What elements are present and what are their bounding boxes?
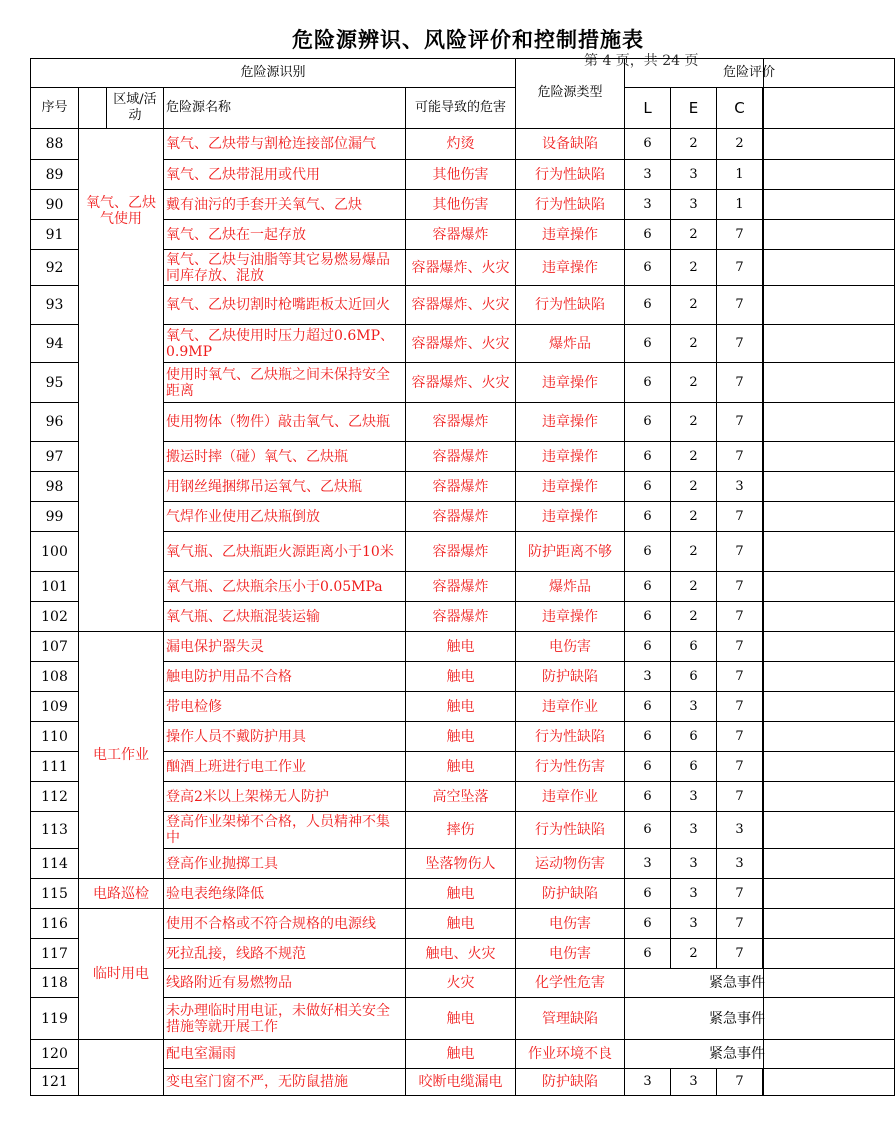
L-cell: 6 bbox=[625, 812, 671, 849]
hazard-type-cell: 行为性缺陷 bbox=[516, 812, 625, 849]
hazard-name-cell: 线路附近有易燃物品 bbox=[164, 969, 406, 998]
hazard-name-cell: 使用不合格或不符合规格的电源线 bbox=[164, 909, 406, 939]
extra-cell bbox=[763, 1069, 895, 1096]
harm-cell: 触电 bbox=[406, 879, 516, 909]
hazard-name-cell: 使用时氧气、乙炔瓶之间未保持安全距离 bbox=[164, 363, 406, 403]
hazard-type-cell: 违章操作 bbox=[516, 220, 625, 250]
extra-cell bbox=[763, 662, 895, 692]
hazard-name-cell: 死拉乱接，线路不规范 bbox=[164, 939, 406, 969]
harm-cell: 容器爆炸 bbox=[406, 532, 516, 572]
seq-cell: 117 bbox=[31, 939, 79, 969]
hazard-type-cell: 防护缺陷 bbox=[516, 879, 625, 909]
hazard-table-container bbox=[30, 58, 776, 1096]
E-cell: 2 bbox=[671, 572, 717, 602]
extra-cell bbox=[763, 472, 895, 502]
seq-cell: 90 bbox=[31, 190, 79, 220]
seq-cell: 92 bbox=[31, 250, 79, 286]
header-area: 区域/活动 bbox=[107, 88, 164, 129]
L-cell: 6 bbox=[625, 220, 671, 250]
harm-cell: 容器爆炸 bbox=[406, 572, 516, 602]
L-cell: 6 bbox=[625, 782, 671, 812]
L-cell: 3 bbox=[625, 190, 671, 220]
C-cell: 7 bbox=[717, 532, 763, 572]
extra-cell bbox=[763, 572, 895, 602]
L-cell: 6 bbox=[625, 363, 671, 403]
seq-cell: 88 bbox=[31, 129, 79, 160]
hazard-name-cell: 氧气、乙炔切割时枪嘴距板太近回火 bbox=[164, 286, 406, 325]
seq-cell: 119 bbox=[31, 998, 79, 1040]
hazard-type-cell: 爆炸品 bbox=[516, 572, 625, 602]
hazard-name-cell: 氧气、乙炔带与割枪连接部位漏气 bbox=[164, 129, 406, 160]
harm-cell: 触电 bbox=[406, 909, 516, 939]
hazard-name-cell: 搬运时摔（碰）氧气、乙炔瓶 bbox=[164, 442, 406, 472]
hazard-name-cell: 氧气、乙炔在一起存放 bbox=[164, 220, 406, 250]
seq-cell: 101 bbox=[31, 572, 79, 602]
C-cell: 3 bbox=[717, 472, 763, 502]
harm-cell: 容器爆炸、火灾 bbox=[406, 250, 516, 286]
page-title: 危险源辨识、风险评价和控制措施表 bbox=[292, 28, 644, 52]
header-risk-evaluation: 危险评价 bbox=[625, 59, 895, 88]
harm-cell: 坠落物伤人 bbox=[406, 849, 516, 879]
hazard-name-cell: 氧气瓶、乙炔瓶距火源距离小于10米 bbox=[164, 532, 406, 572]
harm-cell: 容器爆炸 bbox=[406, 472, 516, 502]
extra-cell bbox=[763, 722, 895, 752]
harm-cell: 火灾 bbox=[406, 969, 516, 998]
harm-cell: 摔伤 bbox=[406, 812, 516, 849]
C-cell: 3 bbox=[717, 812, 763, 849]
header-C: C bbox=[717, 88, 763, 129]
table-row bbox=[31, 1040, 895, 1069]
hazard-name-cell: 使用物体（物件）敲击氧气、乙炔瓶 bbox=[164, 403, 406, 442]
C-cell: 7 bbox=[717, 220, 763, 250]
extra-cell bbox=[763, 782, 895, 812]
E-cell: 3 bbox=[671, 160, 717, 190]
harm-cell: 触电 bbox=[406, 1040, 516, 1069]
harm-cell: 高空坠落 bbox=[406, 782, 516, 812]
hazard-type-cell: 行为性缺陷 bbox=[516, 190, 625, 220]
header-L: L bbox=[625, 88, 671, 129]
seq-cell: 98 bbox=[31, 472, 79, 502]
harm-cell: 触电、火灾 bbox=[406, 939, 516, 969]
seq-cell: 97 bbox=[31, 442, 79, 472]
L-cell: 6 bbox=[625, 129, 671, 160]
seq-cell: 111 bbox=[31, 752, 79, 782]
E-cell: 2 bbox=[671, 602, 717, 632]
extra-cell bbox=[763, 602, 895, 632]
header-hazard-name: 危险源名称 bbox=[164, 88, 406, 129]
L-cell: 6 bbox=[625, 752, 671, 782]
L-cell: 6 bbox=[625, 502, 671, 532]
harm-cell: 容器爆炸 bbox=[406, 502, 516, 532]
E-cell: 3 bbox=[671, 879, 717, 909]
E-cell: 2 bbox=[671, 220, 717, 250]
E-cell: 2 bbox=[671, 325, 717, 363]
extra-cell bbox=[763, 532, 895, 572]
extra-cell bbox=[763, 129, 895, 160]
L-cell: 6 bbox=[625, 879, 671, 909]
harm-cell: 触电 bbox=[406, 722, 516, 752]
C-cell: 7 bbox=[717, 1069, 763, 1096]
hazard-type-cell: 运动物伤害 bbox=[516, 849, 625, 879]
seq-cell: 94 bbox=[31, 325, 79, 363]
hazard-name-cell: 配电室漏雨 bbox=[164, 1040, 406, 1069]
L-cell: 6 bbox=[625, 722, 671, 752]
hazard-type-cell: 电伤害 bbox=[516, 939, 625, 969]
hazard-name-cell: 漏电保护器失灵 bbox=[164, 632, 406, 662]
area-cell bbox=[79, 1040, 164, 1096]
extra-cell bbox=[763, 909, 895, 939]
emergency-cell: 紧急事件 bbox=[625, 1040, 895, 1069]
extra-cell bbox=[763, 849, 895, 879]
extra-cell bbox=[763, 325, 895, 363]
harm-cell: 容器爆炸 bbox=[406, 403, 516, 442]
E-cell: 6 bbox=[671, 752, 717, 782]
extra-cell bbox=[763, 632, 895, 662]
harm-cell: 触电 bbox=[406, 662, 516, 692]
E-cell: 2 bbox=[671, 472, 717, 502]
harm-cell: 容器爆炸、火灾 bbox=[406, 286, 516, 325]
E-cell: 2 bbox=[671, 250, 717, 286]
L-cell: 6 bbox=[625, 692, 671, 722]
seq-cell: 112 bbox=[31, 782, 79, 812]
area-cell: 氧气、乙炔气使用 bbox=[79, 129, 164, 632]
seq-cell: 115 bbox=[31, 879, 79, 909]
harm-cell: 咬断电缆漏电 bbox=[406, 1069, 516, 1096]
E-cell: 2 bbox=[671, 403, 717, 442]
hazard-type-cell: 设备缺陷 bbox=[516, 129, 625, 160]
E-cell: 2 bbox=[671, 939, 717, 969]
hazard-table bbox=[30, 58, 895, 1096]
table-row bbox=[31, 632, 895, 662]
C-cell: 7 bbox=[717, 752, 763, 782]
hazard-type-cell: 违章操作 bbox=[516, 363, 625, 403]
extra-cell bbox=[763, 220, 895, 250]
header-harm: 可能导致的危害 bbox=[406, 88, 516, 129]
seq-cell: 114 bbox=[31, 849, 79, 879]
C-cell: 7 bbox=[717, 632, 763, 662]
hazard-name-cell: 氧气、乙炔带混用或代用 bbox=[164, 160, 406, 190]
L-cell: 6 bbox=[625, 532, 671, 572]
C-cell: 7 bbox=[717, 722, 763, 752]
C-cell: 1 bbox=[717, 160, 763, 190]
seq-cell: 121 bbox=[31, 1069, 79, 1096]
seq-cell: 108 bbox=[31, 662, 79, 692]
hazard-name-cell: 未办理临时用电证，未做好相关安全措施等就开展工作 bbox=[164, 998, 406, 1040]
harm-cell: 容器爆炸 bbox=[406, 602, 516, 632]
seq-cell: 118 bbox=[31, 969, 79, 998]
L-cell: 6 bbox=[625, 442, 671, 472]
L-cell: 3 bbox=[625, 662, 671, 692]
hazard-name-cell: 登高作业架梯不合格，人员精神不集中 bbox=[164, 812, 406, 849]
C-cell: 7 bbox=[717, 572, 763, 602]
hazard-name-cell: 登高2米以上架梯无人防护 bbox=[164, 782, 406, 812]
hazard-name-cell: 用钢丝绳捆绑吊运氧气、乙炔瓶 bbox=[164, 472, 406, 502]
L-cell: 6 bbox=[625, 403, 671, 442]
hazard-name-cell: 氧气、乙炔使用时压力超过0.6MP、0.9MP bbox=[164, 325, 406, 363]
C-cell: 7 bbox=[717, 363, 763, 403]
E-cell: 2 bbox=[671, 363, 717, 403]
harm-cell: 容器爆炸、火灾 bbox=[406, 363, 516, 403]
hazard-name-cell: 触电防护用品不合格 bbox=[164, 662, 406, 692]
hazard-type-cell: 行为性伤害 bbox=[516, 752, 625, 782]
E-cell: 2 bbox=[671, 129, 717, 160]
hazard-type-cell: 违章操作 bbox=[516, 472, 625, 502]
E-cell: 2 bbox=[671, 286, 717, 325]
extra-cell bbox=[763, 502, 895, 532]
seq-cell: 95 bbox=[31, 363, 79, 403]
L-cell: 3 bbox=[625, 1069, 671, 1096]
seq-cell: 96 bbox=[31, 403, 79, 442]
header-hazard-identification: 危险源识别 bbox=[31, 59, 516, 88]
harm-cell: 其他伤害 bbox=[406, 190, 516, 220]
E-cell: 2 bbox=[671, 502, 717, 532]
E-cell: 2 bbox=[671, 442, 717, 472]
E-cell: 3 bbox=[671, 812, 717, 849]
hazard-type-cell: 电伤害 bbox=[516, 632, 625, 662]
hazard-name-cell: 氧气、乙炔与油脂等其它易燃易爆品同库存放、混放 bbox=[164, 250, 406, 286]
C-cell: 2 bbox=[717, 129, 763, 160]
C-cell: 7 bbox=[717, 325, 763, 363]
harm-cell: 触电 bbox=[406, 692, 516, 722]
area-cell: 临时用电 bbox=[79, 909, 164, 1040]
seq-cell: 120 bbox=[31, 1040, 79, 1069]
extra-cell bbox=[763, 363, 895, 403]
hazard-type-cell: 电伤害 bbox=[516, 909, 625, 939]
extra-cell bbox=[763, 692, 895, 722]
seq-cell: 102 bbox=[31, 602, 79, 632]
E-cell: 3 bbox=[671, 1069, 717, 1096]
C-cell: 7 bbox=[717, 782, 763, 812]
C-cell: 7 bbox=[717, 286, 763, 325]
L-cell: 6 bbox=[625, 939, 671, 969]
C-cell: 1 bbox=[717, 190, 763, 220]
C-cell: 7 bbox=[717, 939, 763, 969]
L-cell: 6 bbox=[625, 325, 671, 363]
seq-cell: 99 bbox=[31, 502, 79, 532]
L-cell: 6 bbox=[625, 472, 671, 502]
seq-cell: 89 bbox=[31, 160, 79, 190]
L-cell: 3 bbox=[625, 849, 671, 879]
emergency-cell: 紧急事件 bbox=[625, 969, 895, 998]
extra-cell bbox=[763, 403, 895, 442]
hazard-type-cell: 行为性缺陷 bbox=[516, 160, 625, 190]
hazard-name-cell: 氧气瓶、乙炔瓶余压小于0.05MPa bbox=[164, 572, 406, 602]
hazard-type-cell: 防护距离不够 bbox=[516, 532, 625, 572]
page-number: 第 4 页，共 24 页 bbox=[584, 53, 699, 69]
header-hazard-type: 危险源类型 bbox=[516, 59, 625, 129]
E-cell: 6 bbox=[671, 722, 717, 752]
L-cell: 6 bbox=[625, 250, 671, 286]
E-cell: 3 bbox=[671, 849, 717, 879]
C-cell: 7 bbox=[717, 250, 763, 286]
extra-cell bbox=[763, 879, 895, 909]
hazard-type-cell: 违章操作 bbox=[516, 250, 625, 286]
C-cell: 7 bbox=[717, 879, 763, 909]
L-cell: 3 bbox=[625, 160, 671, 190]
hazard-name-cell: 登高作业抛掷工具 bbox=[164, 849, 406, 879]
harm-cell: 容器爆炸 bbox=[406, 442, 516, 472]
table-row bbox=[31, 909, 895, 939]
hazard-type-cell: 违章操作 bbox=[516, 502, 625, 532]
E-cell: 3 bbox=[671, 190, 717, 220]
seq-cell: 100 bbox=[31, 532, 79, 572]
hazard-type-cell: 违章操作 bbox=[516, 442, 625, 472]
harm-cell: 容器爆炸 bbox=[406, 220, 516, 250]
emergency-cell: 紧急事件 bbox=[625, 998, 895, 1040]
extra-cell bbox=[763, 812, 895, 849]
seq-cell: 116 bbox=[31, 909, 79, 939]
hazard-type-cell: 作业环境不良 bbox=[516, 1040, 625, 1069]
harm-cell: 灼烫 bbox=[406, 129, 516, 160]
harm-cell: 触电 bbox=[406, 752, 516, 782]
hazard-type-cell: 违章作业 bbox=[516, 782, 625, 812]
hazard-name-cell: 操作人员不戴防护用具 bbox=[164, 722, 406, 752]
seq-cell: 91 bbox=[31, 220, 79, 250]
C-cell: 7 bbox=[717, 909, 763, 939]
E-cell: 3 bbox=[671, 692, 717, 722]
hazard-type-cell: 行为性缺陷 bbox=[516, 286, 625, 325]
C-cell: 7 bbox=[717, 403, 763, 442]
L-cell: 6 bbox=[625, 632, 671, 662]
L-cell: 6 bbox=[625, 909, 671, 939]
E-cell: 6 bbox=[671, 662, 717, 692]
hazard-type-cell: 违章操作 bbox=[516, 403, 625, 442]
harm-cell: 触电 bbox=[406, 632, 516, 662]
seq-cell: 113 bbox=[31, 812, 79, 849]
hazard-name-cell: 戴有油污的手套开关氧气、乙炔 bbox=[164, 190, 406, 220]
header-blank bbox=[79, 88, 107, 129]
seq-cell: 93 bbox=[31, 286, 79, 325]
C-cell: 7 bbox=[717, 662, 763, 692]
seq-cell: 109 bbox=[31, 692, 79, 722]
hazard-type-cell: 违章操作 bbox=[516, 602, 625, 632]
C-cell: 7 bbox=[717, 602, 763, 632]
seq-cell: 107 bbox=[31, 632, 79, 662]
table-row bbox=[31, 879, 895, 909]
L-cell: 6 bbox=[625, 572, 671, 602]
hazard-type-cell: 爆炸品 bbox=[516, 325, 625, 363]
E-cell: 3 bbox=[671, 782, 717, 812]
hazard-type-cell: 防护缺陷 bbox=[516, 1069, 625, 1096]
hazard-name-cell: 带电检修 bbox=[164, 692, 406, 722]
extra-cell bbox=[763, 190, 895, 220]
header-seq: 序号 bbox=[31, 88, 79, 129]
harm-cell: 触电 bbox=[406, 998, 516, 1040]
header-E: E bbox=[671, 88, 717, 129]
harm-cell: 其他伤害 bbox=[406, 160, 516, 190]
table-row bbox=[31, 129, 895, 160]
hazard-name-cell: 酗酒上班进行电工作业 bbox=[164, 752, 406, 782]
L-cell: 6 bbox=[625, 286, 671, 325]
E-cell: 6 bbox=[671, 632, 717, 662]
C-cell: 7 bbox=[717, 442, 763, 472]
C-cell: 7 bbox=[717, 502, 763, 532]
header-extra bbox=[763, 88, 895, 129]
extra-cell bbox=[763, 939, 895, 969]
hazard-name-cell: 氧气瓶、乙炔瓶混装运输 bbox=[164, 602, 406, 632]
hazard-type-cell: 管理缺陷 bbox=[516, 998, 625, 1040]
extra-cell bbox=[763, 160, 895, 190]
extra-cell bbox=[763, 442, 895, 472]
area-cell: 电工作业 bbox=[79, 632, 164, 879]
C-cell: 3 bbox=[717, 849, 763, 879]
harm-cell: 容器爆炸、火灾 bbox=[406, 325, 516, 363]
E-cell: 3 bbox=[671, 909, 717, 939]
hazard-type-cell: 行为性缺陷 bbox=[516, 722, 625, 752]
seq-cell: 110 bbox=[31, 722, 79, 752]
area-cell: 电路巡检 bbox=[79, 879, 164, 909]
extra-cell bbox=[763, 286, 895, 325]
hazard-name-cell: 验电表绝缘降低 bbox=[164, 879, 406, 909]
hazard-type-cell: 违章作业 bbox=[516, 692, 625, 722]
C-cell: 7 bbox=[717, 692, 763, 722]
hazard-type-cell: 化学性危害 bbox=[516, 969, 625, 998]
hazard-name-cell: 气焊作业使用乙炔瓶倒放 bbox=[164, 502, 406, 532]
extra-cell bbox=[763, 752, 895, 782]
hazard-name-cell: 变电室门窗不严，无防鼠措施 bbox=[164, 1069, 406, 1096]
L-cell: 6 bbox=[625, 602, 671, 632]
extra-cell bbox=[763, 250, 895, 286]
E-cell: 2 bbox=[671, 532, 717, 572]
hazard-type-cell: 防护缺陷 bbox=[516, 662, 625, 692]
